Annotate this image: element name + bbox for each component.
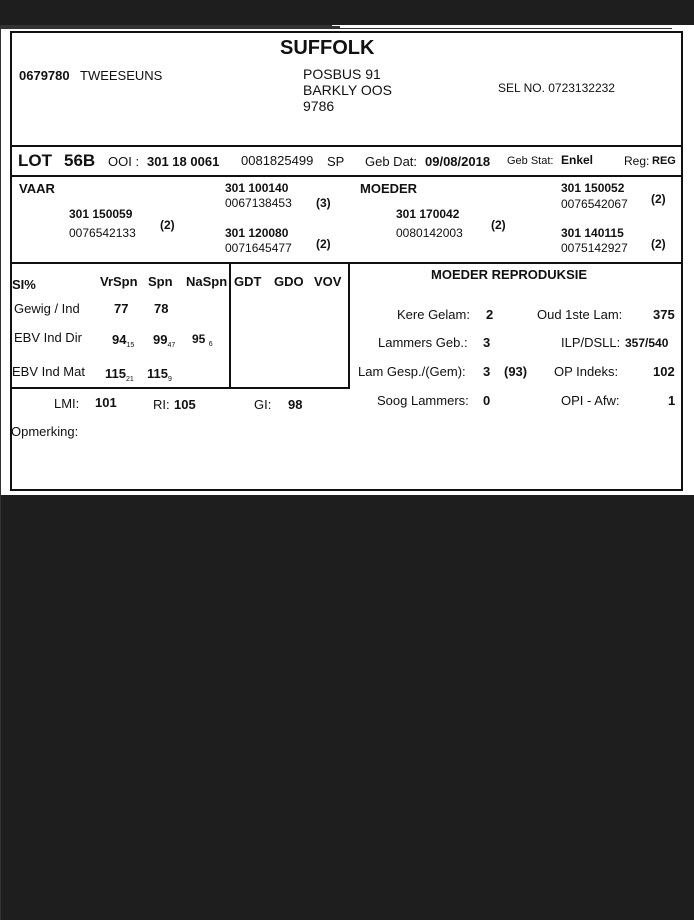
row-label-ebv-dir: EBV Ind Dir: [14, 330, 82, 345]
soog-label: Soog Lammers:: [377, 393, 469, 408]
gdt-header: GDT: [234, 274, 262, 289]
breeder-name: TWEESEUNS: [80, 68, 163, 83]
lot-card: [0, 25, 694, 495]
lammers-geb-value: 3: [483, 335, 491, 350]
moeder-label: MOEDER: [360, 181, 418, 196]
gewig-spn: 78: [154, 301, 169, 316]
breed-title: SUFFOLK: [280, 37, 375, 59]
moeder-grandsire-code: 0076542067: [561, 197, 628, 211]
moeder-dam-note: (2): [491, 218, 506, 232]
opmerking-label: Opmerking:: [11, 424, 79, 439]
moeder-dam-code: 0080142003: [396, 226, 463, 240]
ebv-mat-spn: $115_9$: [147, 366, 172, 383]
reg-value: REG: [652, 155, 676, 167]
spn-header: Spn: [148, 274, 173, 289]
ebv-mat-vrspn: $115_{21}$: [105, 366, 134, 383]
ilp-value: 357/540: [625, 336, 669, 350]
lam-gesp-value: 3: [483, 364, 491, 379]
ooi-label: OOI :: [108, 154, 140, 169]
address-line3: 9786: [303, 98, 335, 114]
row-label-gewig: Gewig / Ind: [14, 301, 80, 316]
reg-label: Reg:: [624, 154, 650, 168]
ebv-dir-naspn: 95 $_6$: [192, 332, 213, 348]
opi-value: 1: [668, 393, 676, 408]
lot-number: 56B: [64, 151, 96, 170]
gdo-header: GDO: [274, 274, 304, 289]
moeder-granddam-code: 0075142927: [561, 241, 628, 255]
vaar-granddam-code: 0071645477: [225, 241, 292, 255]
vaar-sire-code: 0076542133: [69, 226, 136, 240]
opi-label: OPI - Afw:: [561, 393, 620, 408]
si-header: SI%: [12, 277, 36, 292]
ri-value: 105: [174, 397, 196, 412]
ilp-label: ILP/DSLL:: [561, 335, 621, 350]
op-indeks-value: 102: [653, 364, 675, 379]
geb-stat-label: Geb Stat:: [507, 155, 554, 167]
oud-label: Oud 1ste Lam:: [537, 307, 623, 322]
address-line1: POSBUS 91: [303, 66, 381, 82]
gewig-vrspn: 77: [114, 301, 129, 316]
row-label-ebv-mat: EBV Ind Mat: [12, 364, 85, 379]
vrspn-header: VrSpn: [100, 274, 138, 289]
vaar-grandsire-id: 301 100140: [225, 181, 289, 195]
vaar-sire-note: (2): [160, 218, 175, 232]
geb-dat-value: 09/08/2018: [425, 154, 491, 169]
gi-value: 98: [288, 397, 303, 412]
lmi-value: 101: [95, 395, 117, 410]
lam-gesp-gem: (93): [504, 364, 528, 379]
vaar-grandsire-code: 0067138453: [225, 196, 292, 210]
naspn-header: NaSpn: [186, 274, 228, 289]
address-line2: BARKLY OOS: [303, 82, 392, 98]
lam-gesp-label: Lam Gesp./(Gem):: [358, 364, 466, 379]
reproduksie-title: MOEDER REPRODUKSIE: [431, 267, 588, 282]
ri-label: RI:: [153, 397, 170, 412]
ooi-number: 301 18 0061: [147, 154, 220, 169]
vaar-granddam-note: (2): [316, 237, 331, 251]
lot-label: LOT: [18, 151, 52, 170]
kere-gelam-label: Kere Gelam:: [397, 307, 470, 322]
moeder-grandsire-id: 301 150052: [561, 181, 625, 195]
vaar-grandsire-note: (3): [316, 196, 331, 210]
ebv-dir-spn: $99_{47}$: [153, 332, 176, 349]
vaar-sire-id: 301 150059: [69, 207, 133, 221]
moeder-granddam-id: 301 140115: [561, 226, 624, 240]
sel-no: SEL NO. 0723132232: [498, 81, 615, 95]
ooi-sp: SP: [327, 154, 345, 169]
lammers-geb-label: Lammers Geb.:: [378, 335, 468, 350]
vaar-label: VAAR: [19, 181, 55, 196]
op-indeks-label: OP Indeks:: [554, 364, 619, 379]
vov-header: VOV: [314, 274, 342, 289]
kere-gelam-value: 2: [486, 307, 494, 322]
moeder-dam-id: 301 170042: [396, 207, 460, 221]
soog-value: 0: [483, 393, 491, 408]
geb-dat-label: Geb Dat:: [365, 154, 418, 169]
lmi-label: LMI:: [54, 396, 80, 411]
moeder-granddam-note: (2): [651, 237, 666, 251]
geb-stat-value: Enkel: [561, 153, 594, 167]
moeder-grandsire-note: (2): [651, 192, 666, 206]
ebv-dir-vrspn: $94_{15}$: [112, 332, 135, 349]
oud-value: 375: [653, 307, 675, 322]
breeder-id: 0679780: [19, 68, 70, 83]
vaar-granddam-id: 301 120080: [225, 226, 289, 240]
ooi-code: 0081825499: [241, 153, 314, 168]
gi-label: GI:: [254, 397, 272, 412]
